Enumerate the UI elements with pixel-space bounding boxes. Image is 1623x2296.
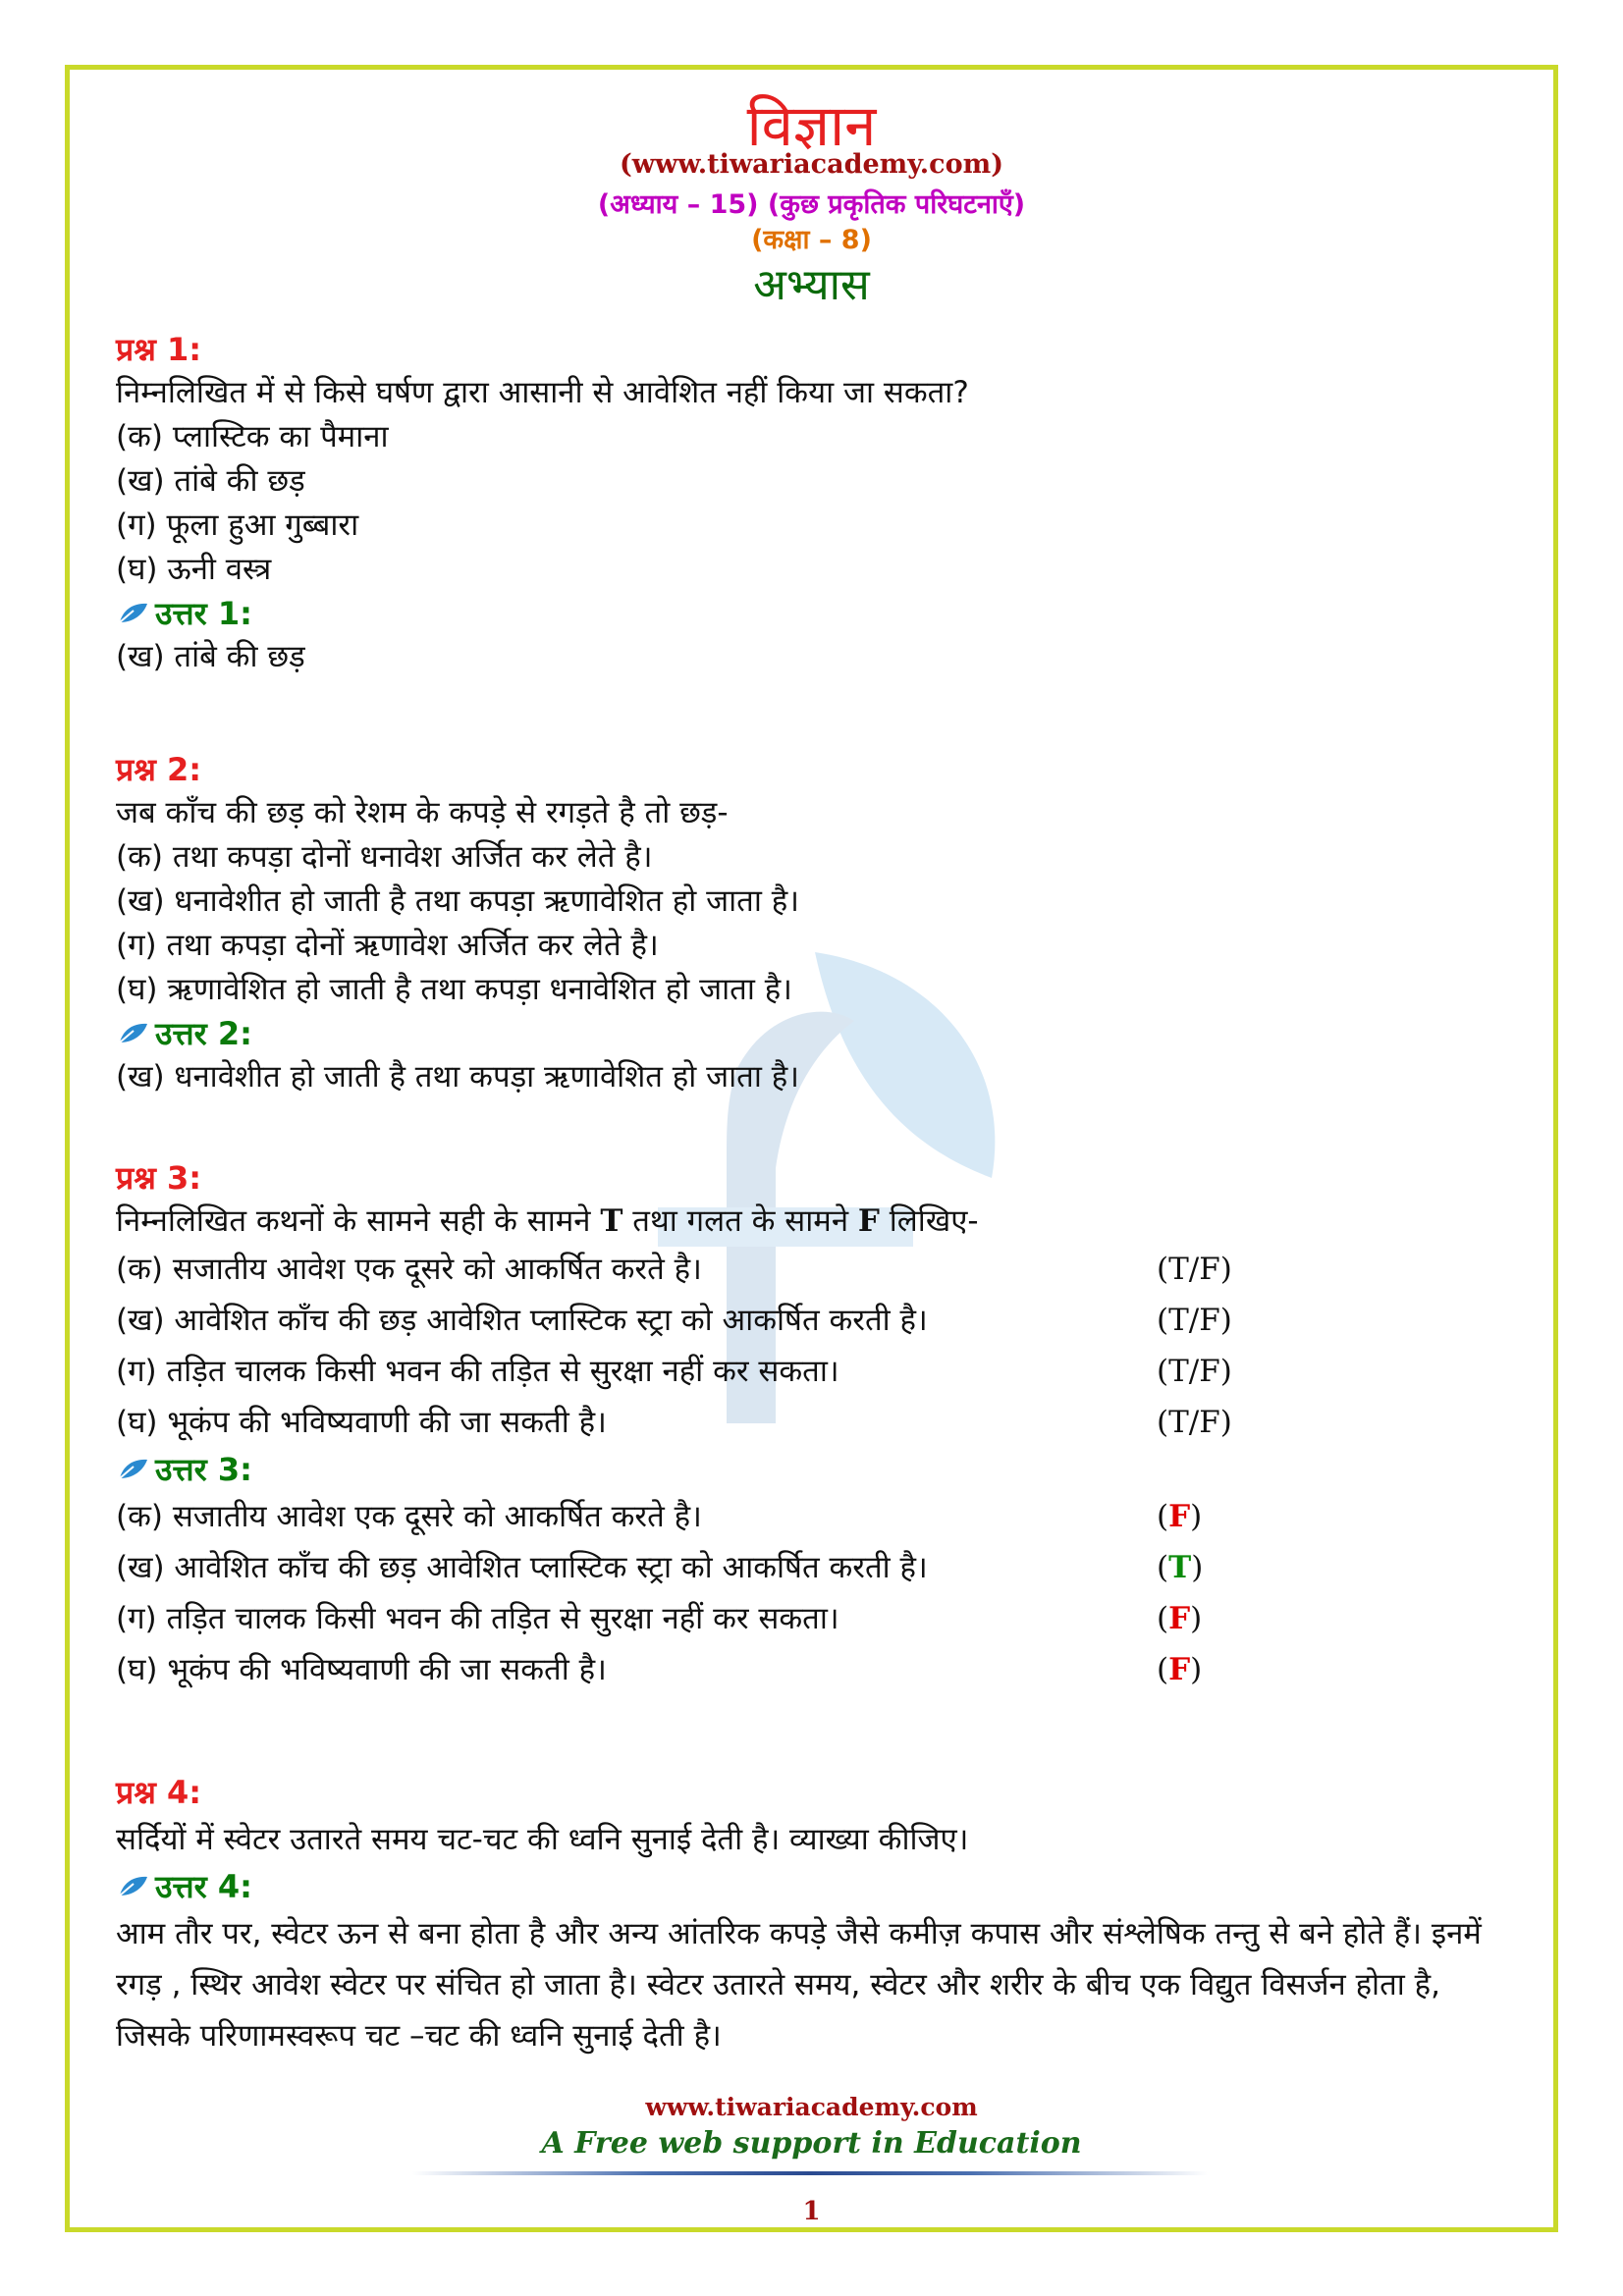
option: (ग) फूला हुआ गुब्बारा [116,507,359,543]
question-2-text: जब काँच की छड़ को रेशम के कपड़े से रगड़ते है तो छड़- [116,795,729,830]
statement: (क) सजातीय आवेश एक दूसरे को आकर्षित करते है। [116,1499,702,1534]
statement: (घ) भूकंप की भविष्यवाणी की जा सकती है। [116,1652,607,1687]
answer-4-text: आम तौर पर, स्वेटर ऊन से बना होता है और अन्य आंतरिक कपड़े जैसे कमीज़ कपास और संश्लेषिक तन्तु से बने होते हैं। इनमें रगड़ , स्थिर आवेश स्वेटर पर संचित हो जाता है। स्वेटर उतारते समय, स्वेटर और शरीर के बीच एक विद्युत विसर्जन होता है, जिसके परिणामस्वरूप चट –चट की ध्वनि सुनाई देती है। [116,1916,1482,2054]
question-1 [116,328,1530,679]
leaf-icon [116,1457,149,1482]
leaf-icon [116,1021,149,1046]
answer-value: (F) [1157,1652,1203,1687]
footer-divider [412,2171,1208,2175]
page-number: 1 [802,2197,821,2226]
statement-row [116,1244,1274,1295]
answer-2-label: उत्तर 2: [155,1015,252,1052]
question-3-text [116,1200,1530,1244]
answer-value: (T) [1157,1550,1204,1585]
tf-placeholder: (T/F) [1157,1303,1232,1338]
question-3-text-mid: तथा गलत के सामने [622,1203,858,1239]
exercise-heading: अभ्यास [753,260,870,310]
statement: (घ) भूकंप की भविष्यवाणी की जा सकती है। [116,1405,607,1440]
question-3 [116,1156,1530,1695]
chapter-title: (अध्याय – 15) (कुछ प्रकृतिक परिघटनाएँ) [597,189,1026,220]
class-label: (कक्षा – 8) [751,225,872,255]
true-marker: T [600,1203,623,1239]
false-marker: F [857,1203,880,1239]
question-3-heading: प्रश्न 3: [116,1159,202,1197]
question-3-text-post: लिखिए- [879,1203,979,1239]
statement: (ख) आवेशित काँच की छड़ आवेशित प्लास्टिक स्ट्रा को आकर्षित करती है। [116,1550,928,1585]
statement-row [116,1346,1274,1397]
question-1-text: निम्नलिखित में से किसे घर्षण द्वारा आसानी से आवेशित नहीं किया जा सकता? [116,375,969,410]
option: (ख) तांबे की छड़ [116,463,305,499]
answer-row [116,1593,1274,1644]
question-3-text-pre: निम्नलिखित कथनों के सामने सही के सामने [116,1203,601,1239]
answer-row [116,1491,1274,1542]
tf-placeholder: (T/F) [1157,1354,1232,1389]
question-4-text: सर्दियों में स्वेटर उतारते समय चट-चट की ध्वनि सुनाई देती है। व्याख्या कीजिए। [116,1822,969,1857]
answer-2-text: (ख) धनावेशीत हो जाती है तथा कपड़ा ऋणावेशित हो जाता है। [116,1059,799,1095]
footer-tagline: A Free web support in Education [541,2126,1082,2161]
option: (क) प्लास्टिक का पैमाना [116,419,389,454]
option: (ख) धनावेशीत हो जाती है तथा कपड़ा ऋणावेशित हो जाता है। [116,883,799,919]
subject-title: विज्ञान [746,92,877,159]
answer-value: (F) [1157,1499,1203,1534]
answer-1-label: उत्तर 1: [155,595,252,632]
tf-placeholder: (T/F) [1157,1252,1232,1287]
answer-row [116,1644,1274,1695]
answer-1-text: (ख) तांबे की छड़ [116,639,305,674]
answer-4-label: उत्तर 4: [155,1868,252,1905]
statement: (ख) आवेशित काँच की छड़ आवेशित प्लास्टिक स्ट्रा को आकर्षित करती है। [116,1303,928,1338]
footer-site-link[interactable]: www.tiwariacademy.com [645,2093,978,2121]
question-4 [116,1771,1530,2061]
leaf-icon [116,601,149,626]
option: (घ) ऋणावेशित हो जाती है तथा कपड़ा धनावेशित हो जाता है। [116,972,792,1007]
option: (ग) तथा कपड़ा दोनों ऋणावेश अर्जित कर लेते है। [116,928,659,963]
option: (क) तथा कपड़ा दोनों धनावेश अर्जित कर लेते है। [116,839,653,875]
statement-row [116,1295,1274,1346]
statement: (ग) तड़ित चालक किसी भवन की तड़ित से सुरक्षा नहीं कर सकता। [116,1354,839,1389]
answer-4-heading [116,1865,1530,1908]
header-site: (www.tiwariacademy.com) [620,149,1003,180]
answer-row [116,1542,1274,1593]
question-2-heading: प्रश्न 2: [116,751,202,788]
tf-placeholder: (T/F) [1157,1405,1232,1440]
statement: (ग) तड़ित चालक किसी भवन की तड़ित से सुरक्षा नहीं कर सकता। [116,1601,839,1636]
option: (घ) ऊनी वस्त्र [116,552,272,587]
question-1-heading: प्रश्न 1: [116,331,202,368]
question-4-heading: प्रश्न 4: [116,1774,202,1811]
answer-3-heading [116,1448,1530,1491]
leaf-icon [116,1874,149,1899]
answer-3-label: उत्तर 3: [155,1451,252,1488]
statement: (क) सजातीय आवेश एक दूसरे को आकर्षित करते है। [116,1252,702,1287]
question-2 [116,748,1530,1099]
answer-2-heading [116,1012,1530,1055]
answer-value: (F) [1157,1601,1203,1636]
answer-1-heading [116,592,1530,635]
statement-row [116,1397,1274,1448]
